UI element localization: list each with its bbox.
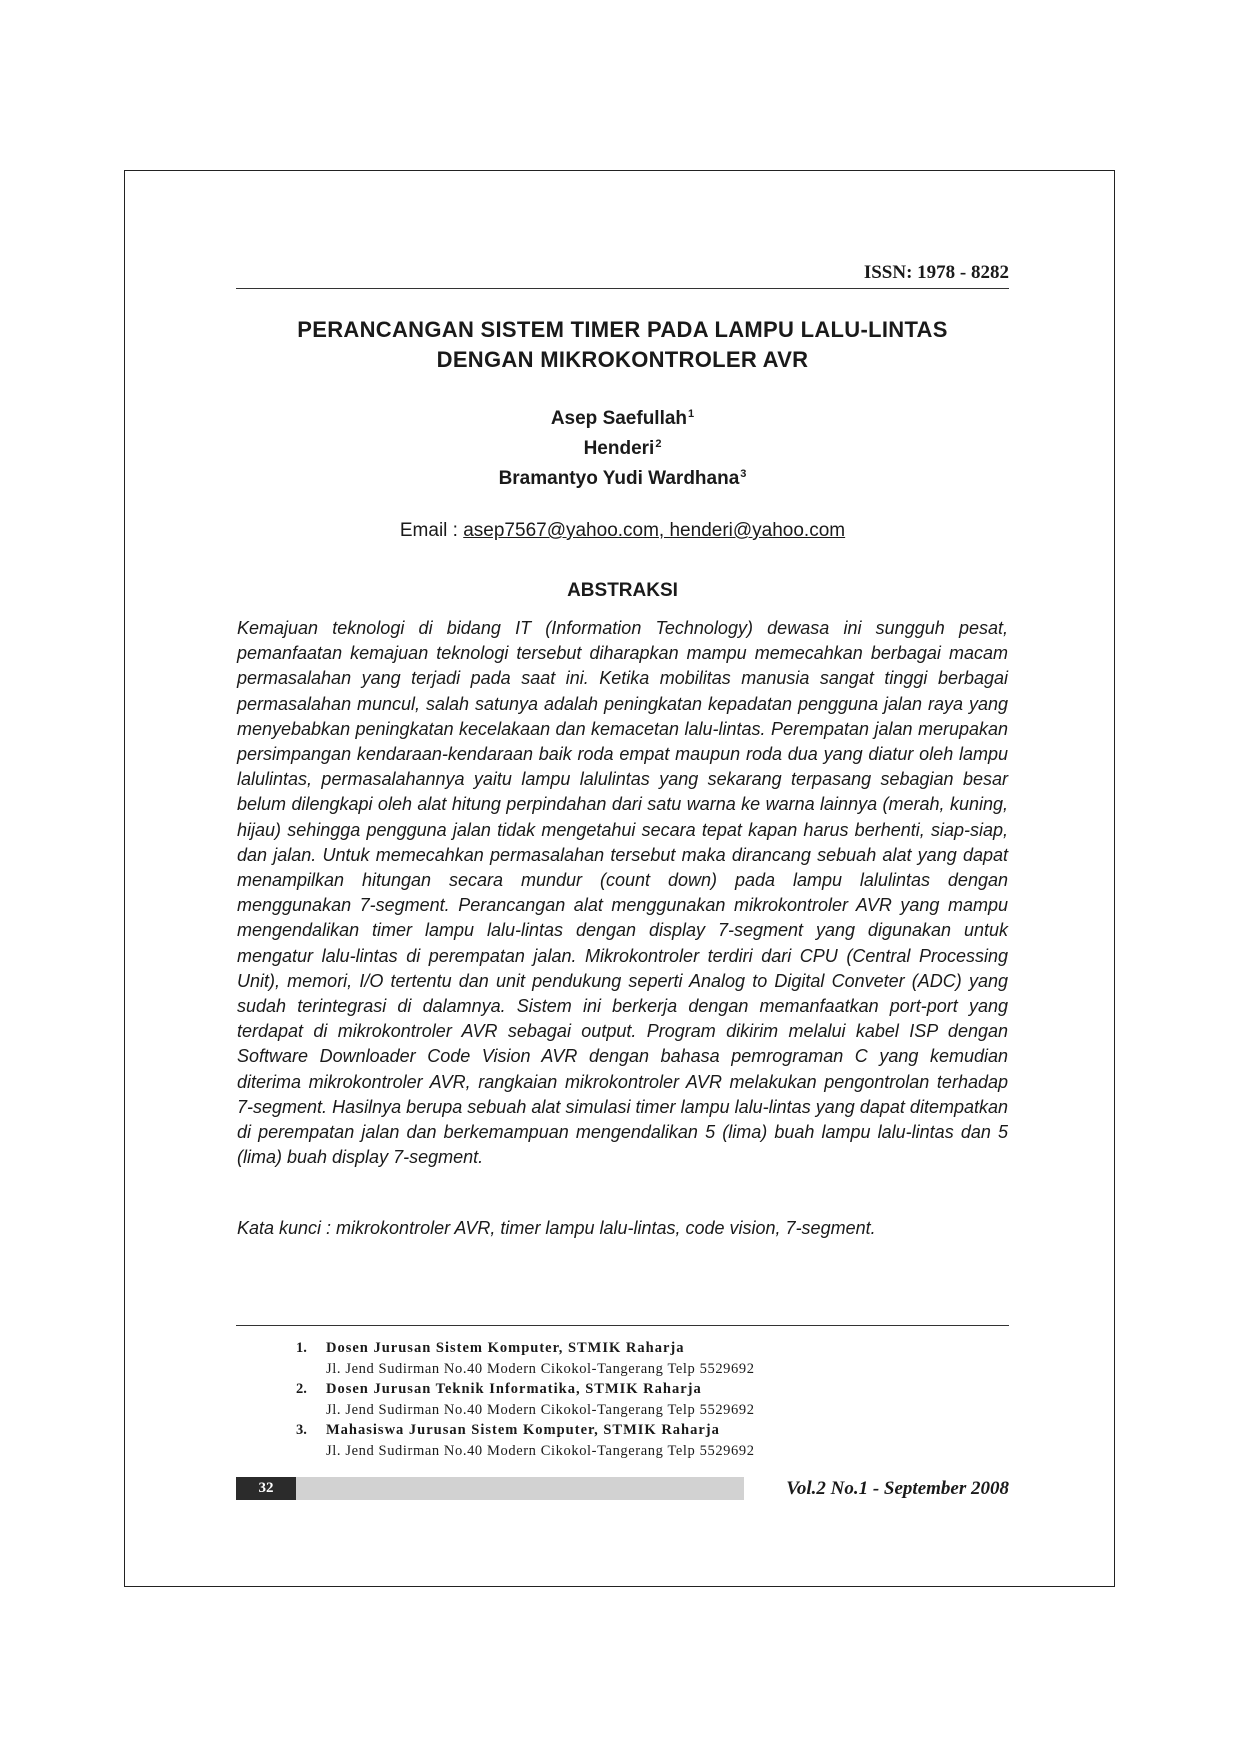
footnote-number: 2. <box>296 1381 307 1397</box>
footnote-3 <box>296 1420 996 1441</box>
keywords: Kata kunci : mikrokontroler AVR, timer lampu lalu-lintas, code vision, 7-segment. <box>237 1218 876 1238</box>
email-label: Email : <box>399 520 464 541</box>
paper-title <box>236 315 1009 375</box>
author-affiliation-mark: 1 <box>688 407 695 420</box>
footnote-rule <box>236 1325 1009 1326</box>
author-3 <box>236 464 1009 494</box>
footnote-2 <box>296 1379 996 1400</box>
footnote-title: Mahasiswa Jurusan Sistem Komputer, STMIK Raharja <box>326 1422 720 1438</box>
author-name: Asep Saefullah <box>550 408 688 429</box>
page-number: 32 <box>236 1477 296 1500</box>
footnote-address: Jl. Jend Sudirman No.40 Modern Cikokol-Tangerang Telp 5529692 <box>326 1442 755 1459</box>
abstract-text: Kemajuan teknologi di bidang IT (Information Technology) dewasa ini sungguh pesat, pemanfaatan kemajuan teknologi tersebut diharapkan mampu memecahkan berbagai macam permasalahan yang terjadi pada saat ini. Ketika mobilitas manusia sangat tinggi berbagai permasalahan muncul, salah satunya adalah peningkatan kepadatan pengguna jalan raya yang menyebabkan peningkatan kecelakaan dan kemacetan lalu-lintas. Perempatan jalan merupakan persimpangan kendaraan-kendaraan baik roda empat maupun roda dua yang diatur oleh lampu lalulintas, permasalahannya yaitu lampu lalulintas yang sekarang terpasang sebagian besar belum dilengkapi oleh alat hitung perpindahan dari satu warna ke warna lainnya (merah, kuning, hijau) sehingga pengguna jalan tidak mengetahui secara tepat kapan harus berhenti, siap-siap, dan jalan. Untuk memecahkan permasalahan tersebut maka dirancang sebuah alat yang dapat menampilkan hitungan secara mundur (count down) pada lampu lalulintas dengan menggunakan 7-segment. Perancangan alat menggunakan mikrokontroler AVR yang mampu mengendalikan timer lampu lalu-lintas dengan display 7-segment yang digunakan untuk mengatur lalu-lintas di perempatan jalan. Mikrokontroler terdiri dari CPU (Central Processing Unit), memori, I/O tertentu dan unit pendukung seperti Analog to Digital Conveter (ADC) yang sudah terintegrasi di dalamnya. Sistem ini berkerja dengan memanfaatkan port-port yang terdapat di mikrokontroler AVR sebagai output. Program dikirim melalui kabel ISP dengan Software Downloader Code Vision AVR dengan bahasa pemrograman C yang kemudian diterima mikrokontroler AVR, rangkaian mikrokontroler AVR melakukan pengontrolan terhadap 7-segment. Hasilnya berupa sebuah alat simulasi timer lampu lalu-lintas yang dapat ditempatkan di perempatan jalan dan berkemampuan mengendalikan 5 (lima) buah lampu lalu-lintas dan 5 (lima) buah display 7-segment. <box>237 618 1008 1168</box>
footer-bar <box>296 1477 744 1500</box>
footnote-title: Dosen Jurusan Sistem Komputer, STMIK Raharja <box>326 1340 685 1356</box>
footnote-1 <box>296 1338 996 1359</box>
author-list <box>236 404 1009 494</box>
footnotes <box>296 1338 996 1461</box>
footnote-number: 1. <box>296 1340 307 1356</box>
email-link[interactable]: asep7567@yahoo.com, henderi@yahoo.com <box>463 520 846 541</box>
author-name: Henderi <box>583 438 655 459</box>
footnote-title: Dosen Jurusan Teknik Informatika, STMIK Raharja <box>326 1381 702 1397</box>
author-1 <box>236 404 1009 434</box>
footnote-number: 3. <box>296 1422 307 1438</box>
footnote-address: Jl. Jend Sudirman No.40 Modern Cikokol-Tangerang Telp 5529692 <box>326 1401 755 1418</box>
header-rule <box>236 288 1009 289</box>
title-line-2: DENGAN MIKROKONTROLER AVR <box>436 347 809 372</box>
author-affiliation-mark: 2 <box>655 437 662 450</box>
title-line-1: PERANCANGAN SISTEM TIMER PADA LAMPU LALU-LINTAS <box>297 317 948 342</box>
abstract-heading: ABSTRAKSI <box>567 580 678 601</box>
author-name: Bramantyo Yudi Wardhana <box>498 468 740 489</box>
author-affiliation-mark: 3 <box>740 467 747 480</box>
issn-header: ISSN: 1978 - 8282 <box>863 262 1009 283</box>
footnote-address: Jl. Jend Sudirman No.40 Modern Cikokol-Tangerang Telp 5529692 <box>326 1360 755 1377</box>
author-2 <box>236 434 1009 464</box>
volume-info: Vol.2 No.1 - September 2008 <box>786 1478 1009 1499</box>
email-line <box>236 520 1009 542</box>
